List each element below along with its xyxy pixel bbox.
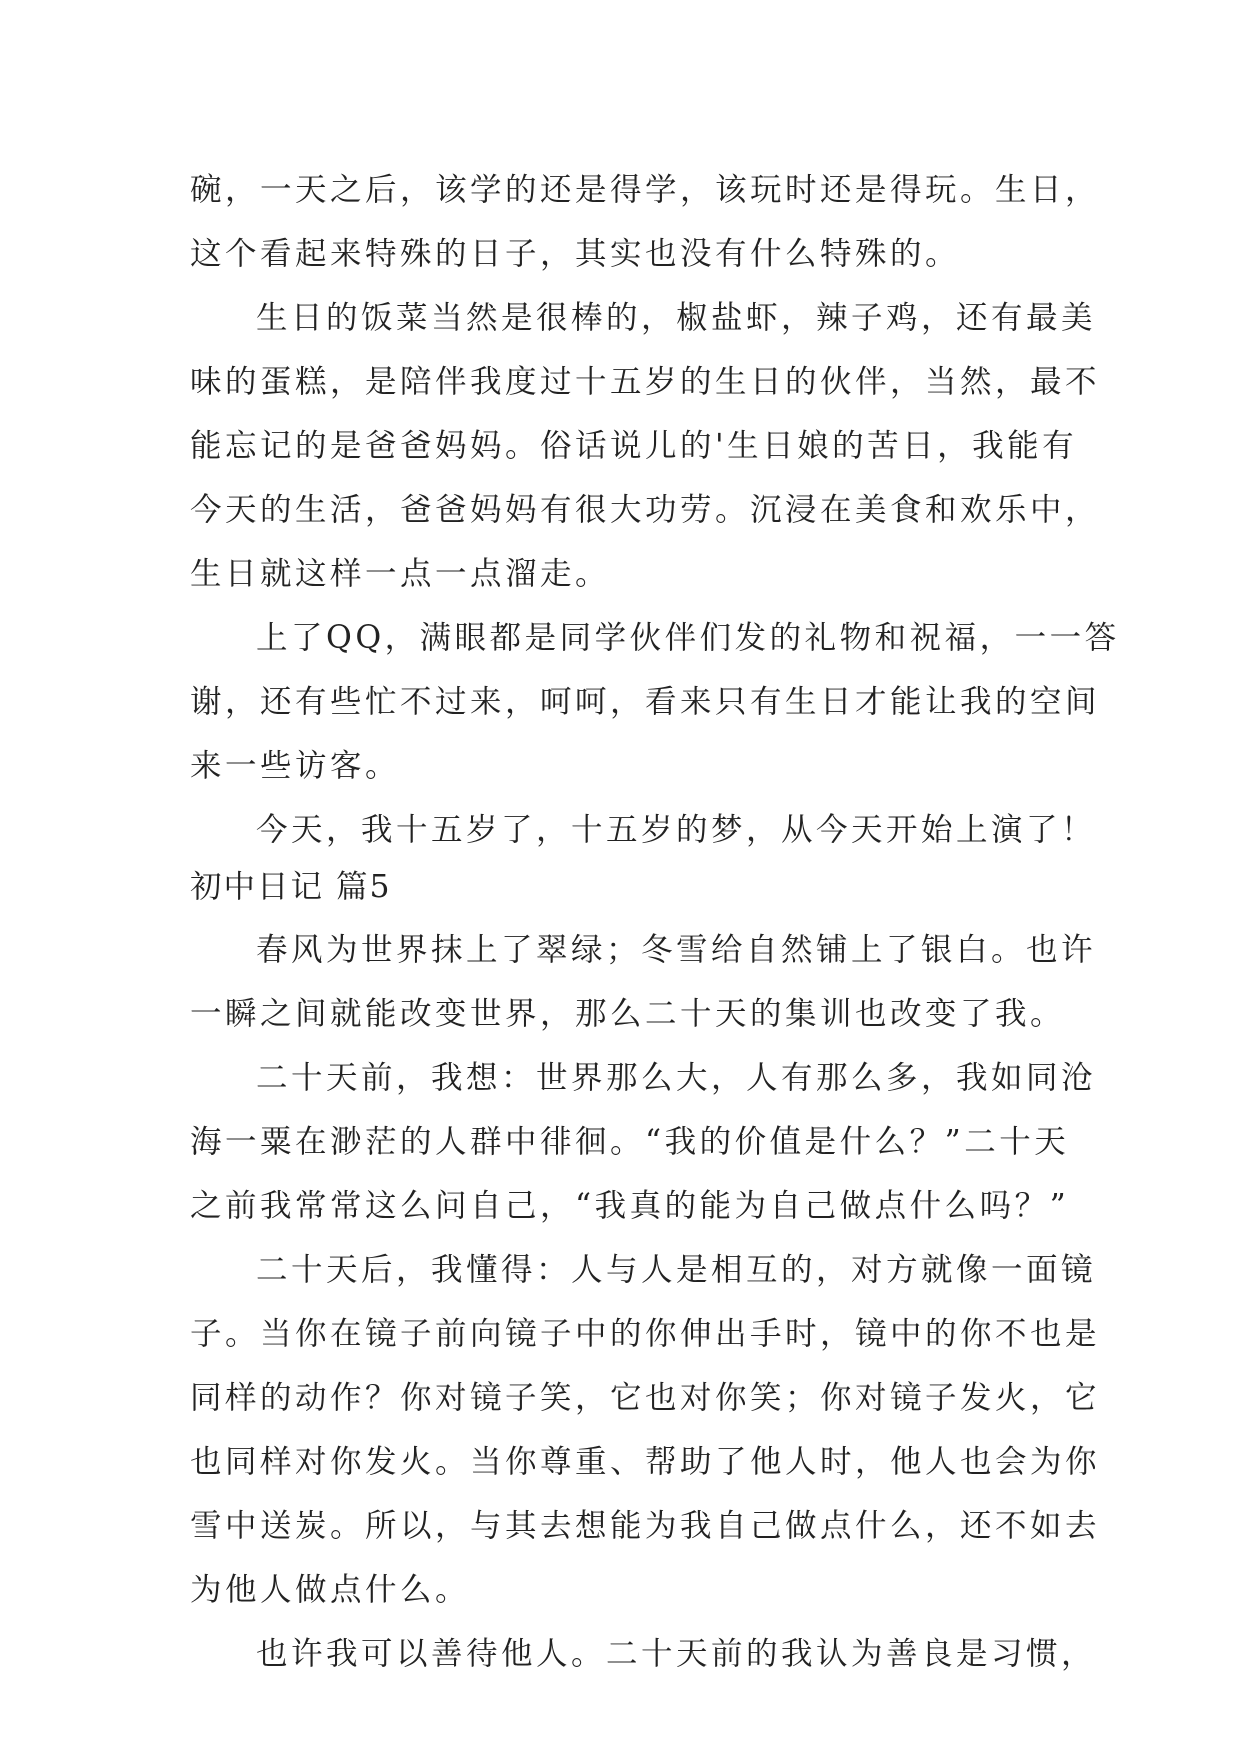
paragraph [190, 798, 1097, 862]
text-line: 来一些访客。 [190, 748, 401, 784]
paragraph [190, 158, 1101, 286]
section-heading [190, 862, 1060, 912]
text-line: 之前我常常这么问自己，“我真的能为自己做点什么吗？” [190, 1188, 1070, 1224]
paragraph [190, 918, 1097, 1046]
text-line: 上了QQ，满眼都是同学伙伴们发的礼物和祝福，一一答 [256, 620, 1120, 656]
text-line: 海一粟在渺茫的人群中徘徊。“我的价值是什么？”二十天 [190, 1124, 1070, 1160]
heading-text: 初中日记 篇5 [190, 869, 392, 905]
text-line: 二十天后，我懂得：人与人是相互的，对方就像一面镜 [256, 1252, 1097, 1288]
paragraph [190, 1238, 1101, 1622]
text-line: 一瞬之间就能改变世界，那么二十天的集训也改变了我。 [190, 996, 1066, 1032]
text-line: 味的蛋糕，是陪伴我度过十五岁的生日的伙伴，当然，最不 [190, 364, 1101, 400]
document-page [190, 158, 1120, 1686]
paragraph [190, 1046, 1097, 1238]
text-line: 也许我可以善待他人。二十天前的我认为善良是习惯， [256, 1636, 1097, 1672]
text-line: 春风为世界抹上了翠绿；冬雪给自然铺上了银白。也许 [256, 932, 1097, 968]
text-line: 能忘记的是爸爸妈妈。俗话说儿的'生日娘的苦日，我能有 [190, 428, 1078, 464]
paragraph [190, 606, 1120, 798]
paragraph [190, 1622, 1097, 1686]
text-line: 子。当你在镜子前向镜子中的你伸出手时，镜中的你不也是 [190, 1316, 1101, 1352]
text-line: 也同样对你发火。当你尊重、帮助了他人时，他人也会为你 [190, 1444, 1101, 1480]
text-line: 雪中送炭。所以，与其去想能为我自己做点什么，还不如去 [190, 1508, 1101, 1544]
text-line: 生日的饭菜当然是很棒的，椒盐虾，辣子鸡，还有最美 [256, 300, 1097, 336]
text-line: 今天，我十五岁了，十五岁的梦，从今天开始上演了！ [256, 812, 1097, 848]
text-line: 二十天前，我想：世界那么大，人有那么多，我如同沧 [256, 1060, 1097, 1096]
text-line: 谢，还有些忙不过来，呵呵，看来只有生日才能让我的空间 [190, 684, 1101, 720]
text-line: 同样的动作？你对镜子笑，它也对你笑；你对镜子发火，它 [190, 1380, 1101, 1416]
text-line: 这个看起来特殊的日子，其实也没有什么特殊的。 [190, 236, 961, 272]
text-line: 生日就这样一点一点溜走。 [190, 556, 611, 592]
text-line: 碗，一天之后，该学的还是得学，该玩时还是得玩。生日， [190, 172, 1101, 208]
paragraph [190, 286, 1101, 606]
text-line: 为他人做点什么。 [190, 1572, 471, 1608]
text-line: 今天的生活，爸爸妈妈有很大功劳。沉浸在美食和欢乐中， [190, 492, 1101, 528]
